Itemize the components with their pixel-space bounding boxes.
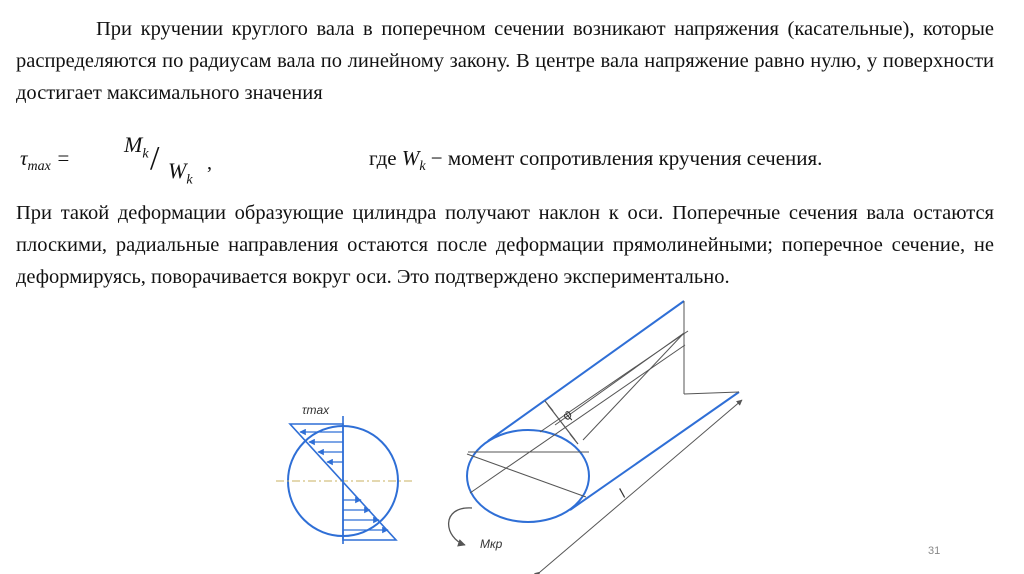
formula-explanation: где $W_k$ − момент сопротивления кручения сечения.	[369, 146, 823, 175]
far-end-bottom-line	[684, 392, 739, 394]
formula-denominator: $W_k$	[168, 158, 193, 188]
phi-label: φ	[558, 407, 576, 423]
formula-comma: ,	[207, 152, 212, 174]
formula-slash: /	[150, 140, 160, 177]
shaft-cylinder-figure	[449, 301, 742, 572]
page-number: 31	[928, 545, 941, 557]
twist-radius-line	[583, 333, 684, 440]
tau-max-label: τmax	[302, 403, 330, 417]
axis-line	[470, 345, 685, 493]
torque-arrow	[449, 508, 472, 545]
cylinder-bottom-generatrix	[570, 392, 739, 510]
cylinder-top-generatrix	[488, 301, 684, 441]
length-label: l	[615, 486, 629, 501]
paragraph-deformation: При такой деформации образующие цилиндра получают наклон к оси. Поперечные сечения вала остаются плоскими, радиальные направления остаются после деформации прямолинейными; поперечное сечение, не деформируясь, поворачивается вокруг оси. Это подтверждено экспериментально.	[16, 202, 994, 288]
formula-numerator: $M_k$	[124, 132, 149, 162]
torque-label: Mкр	[480, 537, 503, 551]
stress-distribution-figure	[276, 403, 412, 544]
length-dimension-line	[540, 400, 742, 572]
formula-tau: $\tau_{max}$ =	[20, 146, 71, 175]
paragraph-intro: При кручении круглого вала в поперечном сечении возникают напряжения (касательные), которые распределяются по радиусам вала по линейному закону. В центре вала напряжение равно нулю, у поверхности достигает максимального значения	[16, 18, 994, 104]
formula-tau-subscript: max	[27, 159, 51, 175]
section-diagonal-line	[467, 454, 586, 497]
